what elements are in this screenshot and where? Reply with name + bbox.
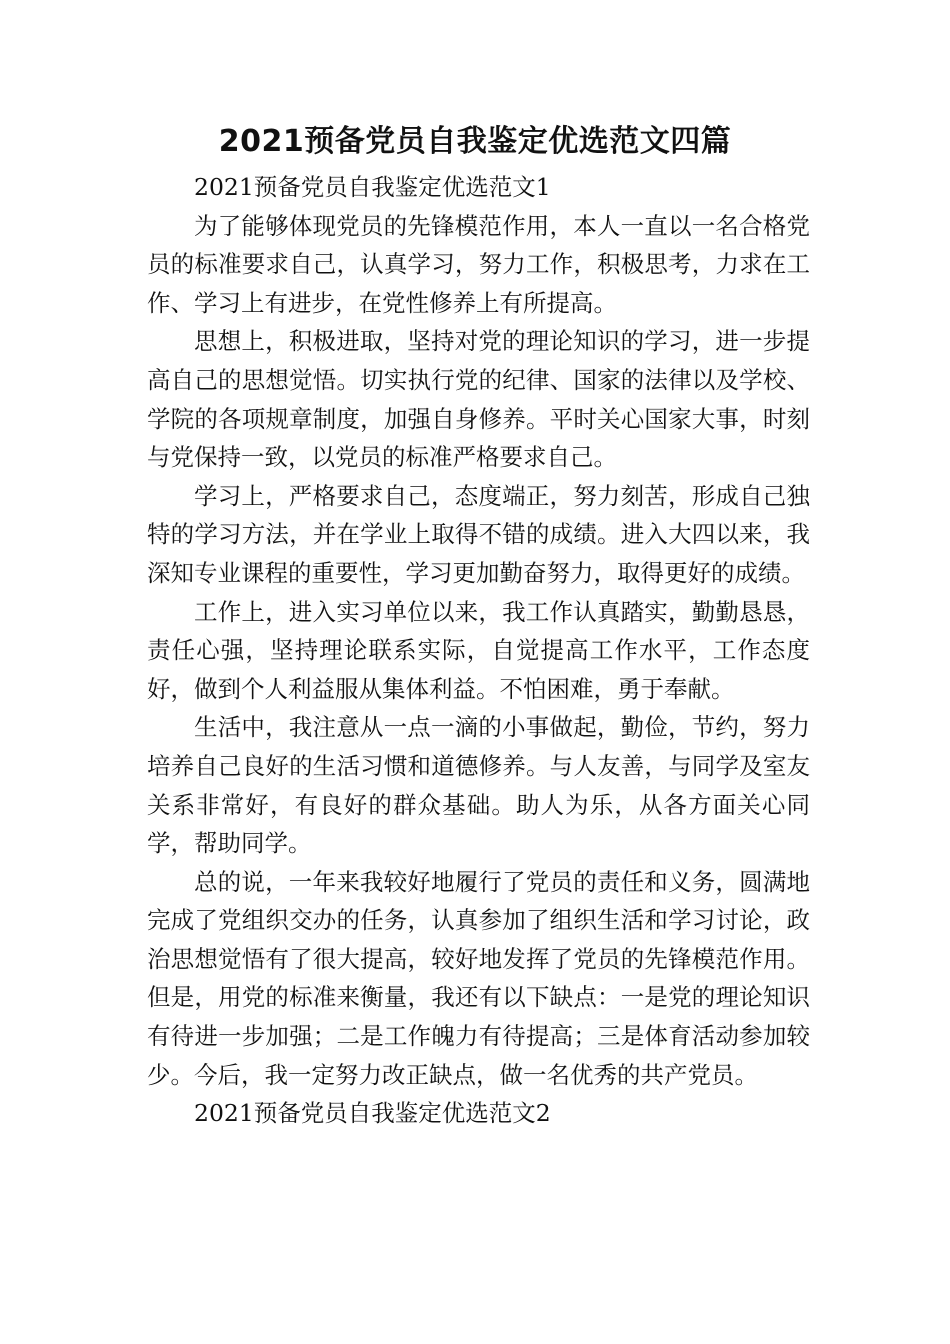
section-heading-1: 2021预备党员自我鉴定优选范文1 [194,173,551,201]
document-body [147,168,810,1133]
paragraph-intro: 为了能够体现党员的先锋模范作用，本人一直以一名合格党员的标准要求自己，认真学习，努力工作，积极思考，力求在工作、学习上有进步，在党性修养上有所提高。 [147,211,810,317]
section-heading-2: 2021预备党员自我鉴定优选范文2 [194,1099,551,1128]
paragraph-study: 学习上，严格要求自己，态度端正，努力刻苦，形成自己独特的学习方法，并在学业上取得不错的成绩。进入大四以来，我深知专业课程的重要性，学习更加勤奋努力，取得更好的成绩。 [147,481,810,587]
paragraph-work: 工作上，进入实习单位以来，我工作认真踏实，勤勤恳恳，责任心强，坚持理论联系实际，自觉提高工作水平，工作态度好，做到个人利益服从集体利益。不怕困难，勇于奉献。 [147,597,810,703]
paragraph-life: 生活中，我注意从一点一滴的小事做起，勤俭，节约，努力培养自己良好的生活习惯和道德修养。与人友善，与同学及室友关系非常好，有良好的群众基础。助人为乐，从各方面关心同学，帮助同学。 [147,713,810,858]
paragraph-thought: 思想上，积极进取，坚持对党的理论知识的学习，进一步提高自己的思想觉悟。切实执行党的纪律、国家的法律以及学校、学院的各项规章制度，加强自身修养。平时关心国家大事，时刻与党保持一致，以党员的标准严格要求自己。 [147,327,810,472]
paragraph-summary: 总的说，一年来我较好地履行了党员的责任和义务，圆满地完成了党组织交办的任务，认真参加了组织生活和学习讨论，政治思想觉悟有了很大提高，较好地发挥了党员的先锋模范作用。但是，用党的标准来衡量，我还有以下缺点：一是党的理论知识有待进一步加强；二是工作魄力有待提高；三是体育活动参加较少。今后，我一定努力改正缺点，做一名优秀的共产党员。 [147,867,810,1089]
document-title: 2021预备党员自我鉴定优选范文四篇 [218,124,732,159]
